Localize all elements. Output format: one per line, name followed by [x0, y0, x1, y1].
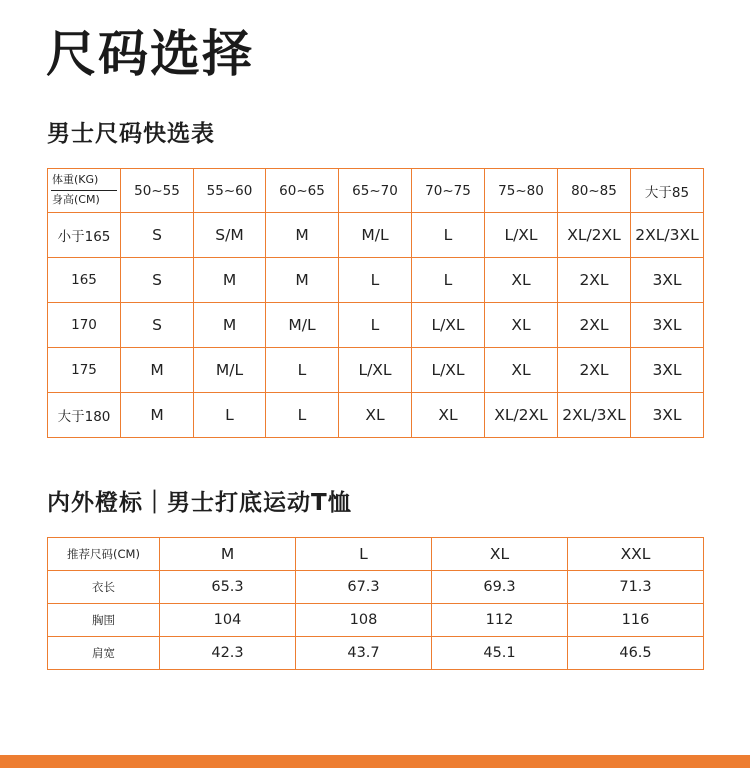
measurement-label: 胸围 [48, 604, 160, 637]
size-cell: S/M [194, 213, 266, 258]
size-cell: M [194, 303, 266, 348]
size-cell: 2XL [558, 303, 631, 348]
size-cell: M [194, 258, 266, 303]
size-cell: S [121, 303, 194, 348]
weight-range-header: 80~85 [558, 169, 631, 213]
size-cell: 3XL [631, 258, 704, 303]
page-title: 尺码选择 [46, 25, 254, 83]
measurement-cell: 42.3 [160, 637, 296, 670]
size-cell: 3XL [631, 303, 704, 348]
recommended-size-label: 推荐尺码(CM) [48, 538, 160, 571]
size-cell: L [266, 348, 339, 393]
weight-range-header: 70~75 [412, 169, 485, 213]
measurement-cell: 112 [432, 604, 568, 637]
size-cell: L [339, 258, 412, 303]
size-cell: M/L [194, 348, 266, 393]
size-cell: 2XL [558, 348, 631, 393]
corner-header-cell [48, 169, 121, 213]
table-row [48, 348, 704, 393]
measurement-cell: 116 [568, 604, 704, 637]
measurement-cell: 46.5 [568, 637, 704, 670]
measurement-cell: 65.3 [160, 571, 296, 604]
table-row [48, 604, 704, 637]
weight-range-header: 65~70 [339, 169, 412, 213]
size-cell: XL [485, 258, 558, 303]
size-cell: XL [485, 348, 558, 393]
size-header: XXL [568, 538, 704, 571]
table-row [48, 571, 704, 604]
measurement-cell: 71.3 [568, 571, 704, 604]
height-row-label: 大于180 [48, 393, 121, 438]
size-cell: L/XL [412, 348, 485, 393]
height-row-label: 165 [48, 258, 121, 303]
measurement-cell: 104 [160, 604, 296, 637]
corner-divider [51, 190, 117, 191]
weight-range-header: 55~60 [194, 169, 266, 213]
measurement-label: 衣长 [48, 571, 160, 604]
table-row [48, 303, 704, 348]
size-header: XL [432, 538, 568, 571]
size-header: L [296, 538, 432, 571]
size-cell: L/XL [339, 348, 412, 393]
size-cell: L [266, 393, 339, 438]
size-header: M [160, 538, 296, 571]
size-cell: S [121, 258, 194, 303]
size-cell: M [121, 348, 194, 393]
size-cell: M [266, 258, 339, 303]
tee-header-row [48, 538, 704, 571]
size-cell: L/XL [485, 213, 558, 258]
tee-size-table [47, 537, 704, 670]
size-cell: 3XL [631, 348, 704, 393]
measurement-cell: 45.1 [432, 637, 568, 670]
weight-range-header: 60~65 [266, 169, 339, 213]
size-cell: M [266, 213, 339, 258]
table-row [48, 637, 704, 670]
size-cell: M/L [266, 303, 339, 348]
table-row [48, 393, 704, 438]
size-cell: L [194, 393, 266, 438]
size-cell: L [339, 303, 412, 348]
size-cell: XL [485, 303, 558, 348]
size-cell: L [412, 213, 485, 258]
size-cell: 2XL/3XL [558, 393, 631, 438]
size-cell: 2XL/3XL [631, 213, 704, 258]
size-cell: 2XL [558, 258, 631, 303]
measurement-cell: 43.7 [296, 637, 432, 670]
quick-header-row [48, 169, 704, 213]
quick-chart-title: 男士尺码快选表 [47, 121, 215, 147]
size-cell: XL [412, 393, 485, 438]
weight-range-header: 50~55 [121, 169, 194, 213]
height-row-label: 175 [48, 348, 121, 393]
size-cell: S [121, 213, 194, 258]
height-axis-label: 身高(CM) [52, 193, 100, 206]
measurement-cell: 108 [296, 604, 432, 637]
size-cell: XL/2XL [485, 393, 558, 438]
measurement-cell: 69.3 [432, 571, 568, 604]
size-cell: L [412, 258, 485, 303]
size-cell: M [121, 393, 194, 438]
quick-size-table [47, 168, 704, 438]
size-cell: 3XL [631, 393, 704, 438]
table-row [48, 213, 704, 258]
tee-chart-title: 内外橙标｜男士打底运动T恤 [47, 490, 352, 516]
size-cell: XL [339, 393, 412, 438]
size-cell: M/L [339, 213, 412, 258]
weight-range-header: 75~80 [485, 169, 558, 213]
bottom-accent-bar [0, 755, 750, 768]
measurement-label: 肩宽 [48, 637, 160, 670]
table-row [48, 258, 704, 303]
measurement-cell: 67.3 [296, 571, 432, 604]
weight-range-header: 大于85 [631, 169, 704, 213]
weight-axis-label: 体重(KG) [52, 173, 99, 186]
size-cell: L/XL [412, 303, 485, 348]
height-row-label: 170 [48, 303, 121, 348]
size-cell: XL/2XL [558, 213, 631, 258]
height-row-label: 小于165 [48, 213, 121, 258]
